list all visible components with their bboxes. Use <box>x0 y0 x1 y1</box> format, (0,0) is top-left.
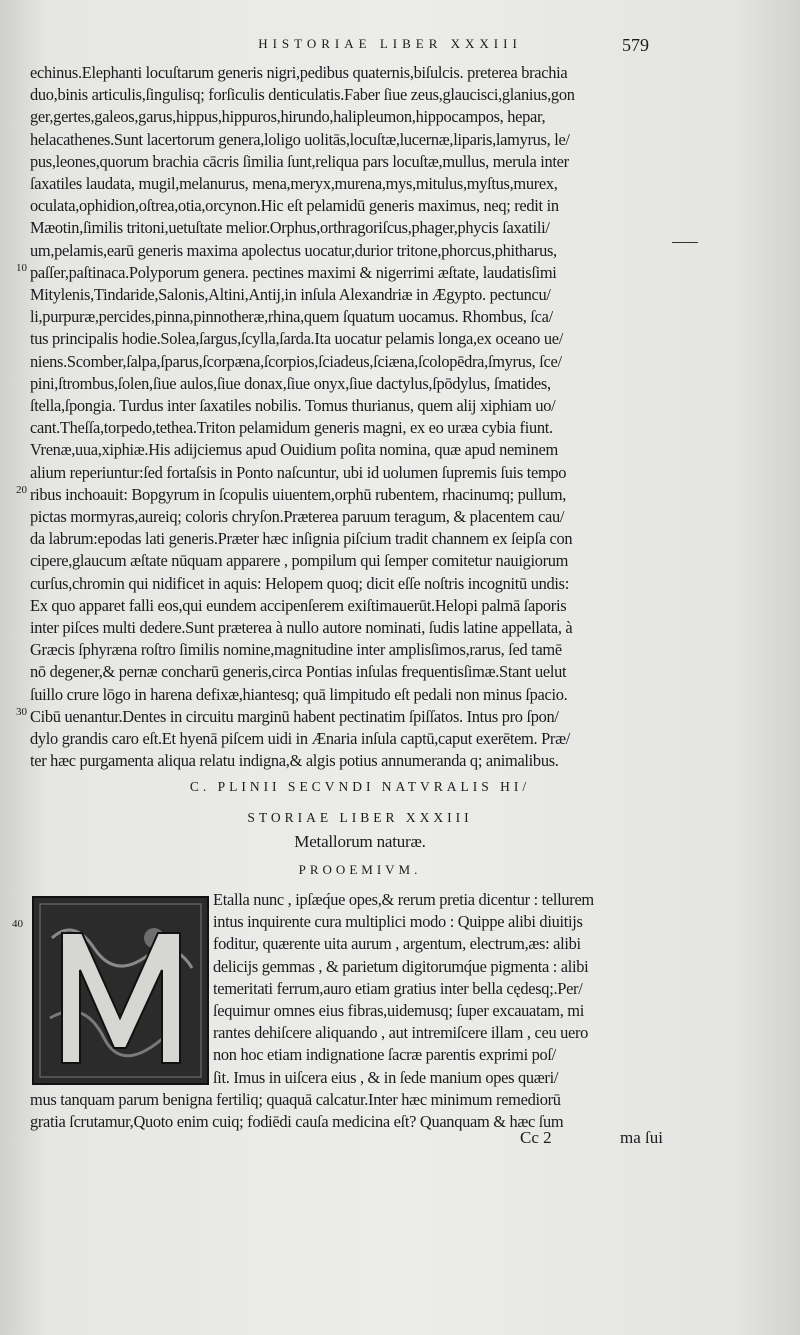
running-head: HISTORIAE LIBER XXXIII <box>258 36 522 51</box>
text-line: Cibū uenantur.Dentes in circuitu marginū habent pectinatim ſpiſſatos. Intus pro ſpon/ <box>30 706 559 726</box>
text-line: inter piſces multi dedere.Sunt præterea à nullo autore nominati, ſudis latine appellata, à <box>30 618 573 638</box>
text-line: da labrum:epodas lati generis.Præter hæc inſignia piſcium tradit channem ex ſeipſa con <box>30 529 573 549</box>
text-line: cant.Theſſa,torpedo,tethea.Triton pelamidum generis magni, ex eo uræa cybia fiunt. <box>30 418 553 438</box>
text-line: temeritati ferrum,auro etiam gratius inter bella cędesq;.Per/ <box>213 978 583 998</box>
text-line: duo,binis articulis,ſingulisq; forſiculis denticulatis.Faber ſiue zeus,glaucisci,glanius,gon <box>30 85 575 105</box>
text-line: delicijs gemmas , & parietum digitorumq́ue pigmenta : alibi <box>213 956 589 976</box>
text-line: Mæotin,ſimilis tritoni,uetuſtate melior.Orphus,orthragoriſcus,phager,phycis ſaxatili/ <box>30 218 550 238</box>
text-line: Vrenæ,uua,xiphiæ.His adijciemus apud Ouidium poſita nomina, quæ apud neminem <box>30 440 558 460</box>
text-line: dylo grandis caro eſt.Et hyenā piſcem uidi in Ænaria inſula captū,caput exerētem. Præ/ <box>30 729 570 749</box>
line-number-30: 30 <box>16 706 27 718</box>
book-subtitle: Metallorum naturæ. <box>294 832 426 851</box>
woodcut-initial-icon <box>34 898 207 1083</box>
text-line: ſtella,ſpongia. Turdus inter ſaxatiles nobilis. Tomus thurianus, quem alij xiphiam uo/ <box>30 396 556 416</box>
prooemium-heading: PROOEMIVM. <box>298 862 422 877</box>
text-line: intus inquirente cura multiplici modo : Quippe alibi diuitijs <box>213 912 583 932</box>
text-line: ſit. Imus in uiſcera eius , & in ſede manium opes quæri/ <box>213 1067 559 1087</box>
text-line: gratia ſcrutamur,Quoto enim cuiq; fodiēdi cauſa medicina eſt? Quanquam & hæc ſum <box>30 1112 564 1132</box>
text-line: li,purpuræ,percides,pinna,pinnotheræ,rhina,quem ſquatum uocamus. Rhombus, ſca/ <box>30 307 553 327</box>
text-line: mus tanquam parum benigna fertiliq; quaquā calcatur.Inter hæc minimum remediorū <box>30 1090 561 1109</box>
text-line: rantes dehiſcere aliquando , aut intremiſcere illam , ceu uero <box>213 1023 589 1043</box>
decorated-initial-m-image <box>32 896 209 1085</box>
text-line: Mitylenis,Tindaride,Salonis,Altini,Antij,in inſula Alexandriæ in Ægypto. pectuncu/ <box>30 285 551 305</box>
text-line: um,pelamis,earū generis maxima apolectus uocatur,durior tritone,phorcus,phitharus, <box>30 240 557 260</box>
text-line: pus,leones,quorum brachia cācris ſimilia ſunt,reliqua pars locuſtæ,mullus, merula inter <box>30 151 569 171</box>
prooemium-text <box>213 889 683 1089</box>
catchword: ma ſui <box>620 1128 663 1147</box>
book-title-line-2: STORIAE LIBER XXXIII <box>247 810 473 825</box>
prooemium-continuation <box>30 1089 670 1133</box>
text-line: Ex quo apparet falli eos,qui eundem accipenſerem exiſtimauerūt.Helopi palmā ſaporis <box>30 595 567 615</box>
line-number-10: 10 <box>16 262 27 274</box>
text-line: ger,gertes,galeos,garus,hippus,hippuros,hirundo,halipleumon,hippocampos, hepar, <box>30 107 546 127</box>
text-line: tus principalis hodie.Solea,ſargus,ſcylla,ſarda.Ita uocatur pelamis longa,ex oceano ue/ <box>30 329 563 349</box>
signature-mark: Cc 2 <box>520 1128 552 1147</box>
line-number-40: 40 <box>12 918 23 930</box>
page-number: 579 <box>622 35 649 55</box>
text-line: niens.Scomber,ſalpa,ſparus,ſcorpæna,ſcorpios,ſciadeus,ſciæna,ſcolopēdra,ſmyrus, ſce/ <box>30 351 562 371</box>
text-line: alium reperiuntur:ſed fortaſsis in Ponto naſcuntur, ubi id uolumen ſupremis ſuis tempo <box>30 462 567 482</box>
text-line: pictas mormyras,aureiq; coloris chryſon.Præterea paruum teragum, & placentem cau/ <box>30 507 565 527</box>
text-line: oculata,ophidion,oſtrea,otia,orcynon.Hic eſt pelamidū generis maximus, neq; redit in <box>30 196 559 216</box>
text-line: echinus.Elephanti locuſtarum generis nigri,pedibus quaternis,biſulcis. preterea brachia <box>30 63 568 82</box>
text-line: ſuillo crure lōgo in harena defixæ,hiantesq; quā limpitudo eſt pedali non minus ſpacio. <box>30 684 568 704</box>
book-title-line-1: C. PLINII SECVNDI NATVRALIS HI/ <box>189 779 531 794</box>
text-line: non hoc etiam indignatione ſacræ parentis exprimi poſ/ <box>213 1045 556 1065</box>
margin-mark <box>672 242 698 243</box>
text-line: nō degener,& pernæ concharū generis,circa Pontias inſulas frequentisſimæ.Stant uelut <box>30 662 567 682</box>
text-line: helacathenes.Sunt lacertorum genera,loligo uolitās,locuſtæ,lucernæ,liparis,lamyrus, le/ <box>30 129 570 149</box>
text-line: foditur, quærente uita aurum , argentum, electrum,æs: alibi <box>213 934 581 954</box>
text-line: ſequimur omnes eius fibras,uidemusq; ſuper excauatam, mi <box>213 1001 585 1021</box>
text-line: Græcis ſphyræna roſtro ſimilis nomine,magnitudine inter amplisſimos,rarus, ſed tamē <box>30 640 562 660</box>
text-line: ribus inchoauit: Bopgyrum in ſcopulis uiuentem,orphū rubentem, rhacinumq; pullum, <box>30 484 567 504</box>
text-line: Etalla nunc , ipſæq́ue opes,& rerum pretia dicentur : tellurem <box>213 890 594 909</box>
text-line: pini,ſtrombus,ſolen,ſiue aulos,ſiue donax,ſiue onyx,ſiue dactylus,ſpōdylus, ſmatides, <box>30 373 551 393</box>
text-line: paſſer,paſtinaca.Polyporum genera. pectines maximi & nigerrimi æſtate, laudatisſimi <box>30 262 557 282</box>
main-text-block <box>30 62 670 773</box>
text-line: curſus,chromin qui nidificet in aquis: Helopem quoq; dicit eſſe noſtris incognitū undis: <box>30 573 569 593</box>
text-line: ſaxatiles laudata, mugil,melanurus, mena,meryx,murena,mys,mitulus,myſtus,murex, <box>30 174 558 194</box>
line-number-20: 20 <box>16 484 27 496</box>
text-line: ter hæc purgamenta aliqua relatu indigna,& algis potius annumeranda q; animalibus. <box>30 751 559 771</box>
text-line: cipere,glaucum æſtate nūquam apparere , pompilum qui ſemper comitetur nauigiorum <box>30 551 569 571</box>
